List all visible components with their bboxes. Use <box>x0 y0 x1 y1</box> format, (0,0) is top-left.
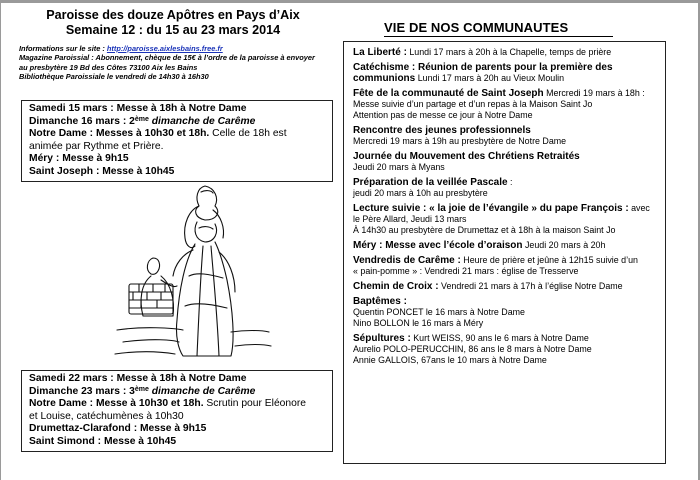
community-item: Préparation de la veillée Pascale : jeudi 20 mars à 10h au presbytère <box>353 177 513 198</box>
mass-line: Samedi 22 mars : Messe à 18h à Notre Dame <box>29 373 247 384</box>
woman-at-well-illustration <box>113 180 273 360</box>
community-item: Lecture suivie : « la joie de l’évangile » du pape François : avec le Père Allard, Jeudi 13 mars À 14h30 au presbytère de Drumettaz et à 18h à la maison Saint Jo <box>353 203 650 235</box>
community-item: Rencontre des jeunes professionnels Mercredi 19 mars à 19h au presbytère de Notre Dame <box>353 125 567 146</box>
mass-line: Saint Simond : Messe à 10h45 <box>29 435 177 447</box>
info-site-label: Informations sur le site : <box>19 44 105 53</box>
community-item: Fête de la communauté de Saint Joseph Mercredi 19 mars à 18h : Messe suivie d’un partage et d’un repas à la Maison Saint Jo Attention pas de messe ce jour à Notre Dame <box>353 88 645 120</box>
community-item: Méry : Messe avec l’école d’oraison Jeudi 20 mars à 20h <box>353 240 606 251</box>
community-item-baptisms: Baptêmes : Quentin PONCET le 16 mars à Notre Dame Nino BOLLON le 16 mars à Méry <box>353 296 525 328</box>
mass-line-sunday: Dimanche 16 mars : 2ème dimanche de Carême <box>29 115 256 127</box>
info-line: Bibliothèque Paroissiale le vendredi de 14h30 à 16h30 <box>19 71 209 81</box>
mass-schedule-box-week2 <box>21 370 333 452</box>
community-item: Catéchisme : Réunion de parents pour la première des communions Lundi 17 mars à 20h au Vieux Moulin <box>353 62 613 84</box>
community-item: La Liberté : Lundi 17 mars à 20h à la Chapelle, temps de prière <box>353 47 612 58</box>
community-item: Vendredis de Carême : Heure de prière et jeûne à 12h15 suivie d’un « pain-pomme » : Vendredi 21 mars : église de Tresserve <box>353 255 638 276</box>
communities-heading: VIE DE NOS COMMUNAUTES <box>384 20 569 35</box>
communities-box <box>343 41 666 464</box>
mass-line: Drumettaz-Clarafond : Messe à 9h15 <box>29 423 207 435</box>
info-line: au presbytère 19 Bd des Côtes 73100 Aix les Bains <box>19 62 198 72</box>
mass-line-notre-dame: Notre Dame : Messe à 10h30 et 18h. Scrutin pour Eléonore <box>29 398 307 410</box>
page-top-border <box>0 0 700 3</box>
community-item-funerals: Sépultures : Kurt WEISS, 90 ans le 6 mars à Notre Dame Aurelio POLO-PERUCCHIN, 86 ans le 8 mars à Notre Dame Annie GALLOIS, 67ans le 10 mars à Notre Dame <box>353 333 592 365</box>
mass-line: Méry : Messe à 9h15 <box>29 153 129 165</box>
parish-title: Paroisse des douze Apôtres en Pays d’Aix <box>46 8 300 22</box>
info-block <box>19 44 332 81</box>
mass-line-sunday: Dimanche 23 mars : 3ème dimanche de Carême <box>29 385 256 397</box>
mass-line-notre-dame: Notre Dame : Messes à 10h30 et 18h. Celle de 18h est <box>29 128 287 140</box>
mass-line: Saint Joseph : Messe à 10h45 <box>29 165 175 177</box>
page-left-border <box>0 0 1 480</box>
mass-line: et Louise, catéchumènes à 10h30 <box>29 410 184 422</box>
left-column <box>14 8 332 81</box>
week-title: Semaine 12 : du 15 au 23 mars 2014 <box>65 23 281 37</box>
heading-underline <box>384 36 613 37</box>
info-site-line <box>19 44 332 53</box>
info-line: Magazine Paroissial : Abonnement, chèque de 15€ à l’ordre de la paroisse à envoyer <box>19 53 315 63</box>
mass-schedule-box-week1 <box>21 100 333 182</box>
parish-website-link[interactable]: http://paroisse.aixlesbains.free.fr <box>106 44 223 53</box>
mass-line: Samedi 15 mars : Messe à 18h à Notre Dame <box>29 103 247 114</box>
community-item: Chemin de Croix : Vendredi 21 mars à 17h à l’église Notre Dame <box>353 281 623 292</box>
community-item: Journée du Mouvement des Chrétiens Retraités Jeudi 20 mars à Myans <box>353 151 580 172</box>
mass-line: animée par Rythme et Prière. <box>29 140 164 152</box>
